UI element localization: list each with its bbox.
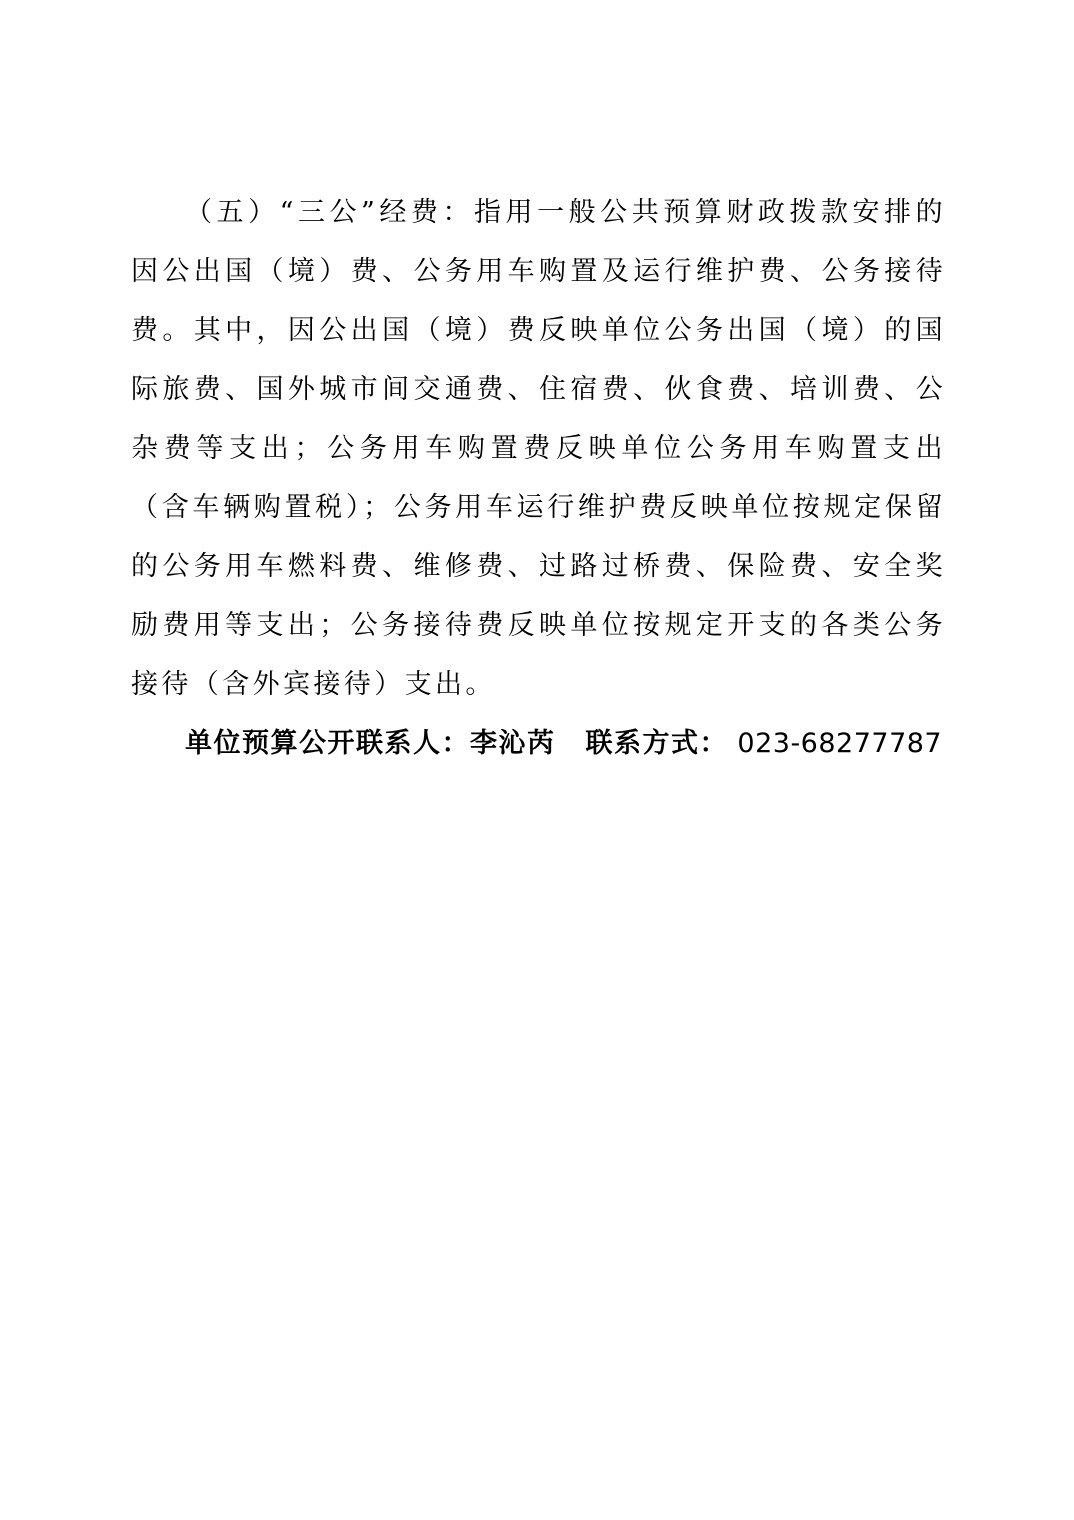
contact-line [131,714,946,773]
three-public-expenses-paragraph: （五）“三公”经费：指用一般公共预算财政拨款安排的因公出国（境）费、公务用车购置及运行维护费、公务接待费。其中，因公出国（境）费反映单位公务出国（境）的国际旅费、国外城市间交通费、住宿费、伙食费、培训费、公杂费等支出；公务用车购置费反映单位公务用车购置支出（含车辆购置税）；公务用车运行维护费反映单位按规定保留的公务用车燃料费、维修费、过路过桥费、保险费、安全奖励费用等支出；公务接待费反映单位按规定开支的各类公务接待（含外宾接待）支出。 [131,197,946,700]
document-body [131,183,946,773]
contact-person-label: 单位预算公开联系人：李沁芮 [185,728,556,759]
contact-phone-number: 023-68277787 [737,728,943,759]
contact-method-label: 联系方式： [585,728,728,759]
